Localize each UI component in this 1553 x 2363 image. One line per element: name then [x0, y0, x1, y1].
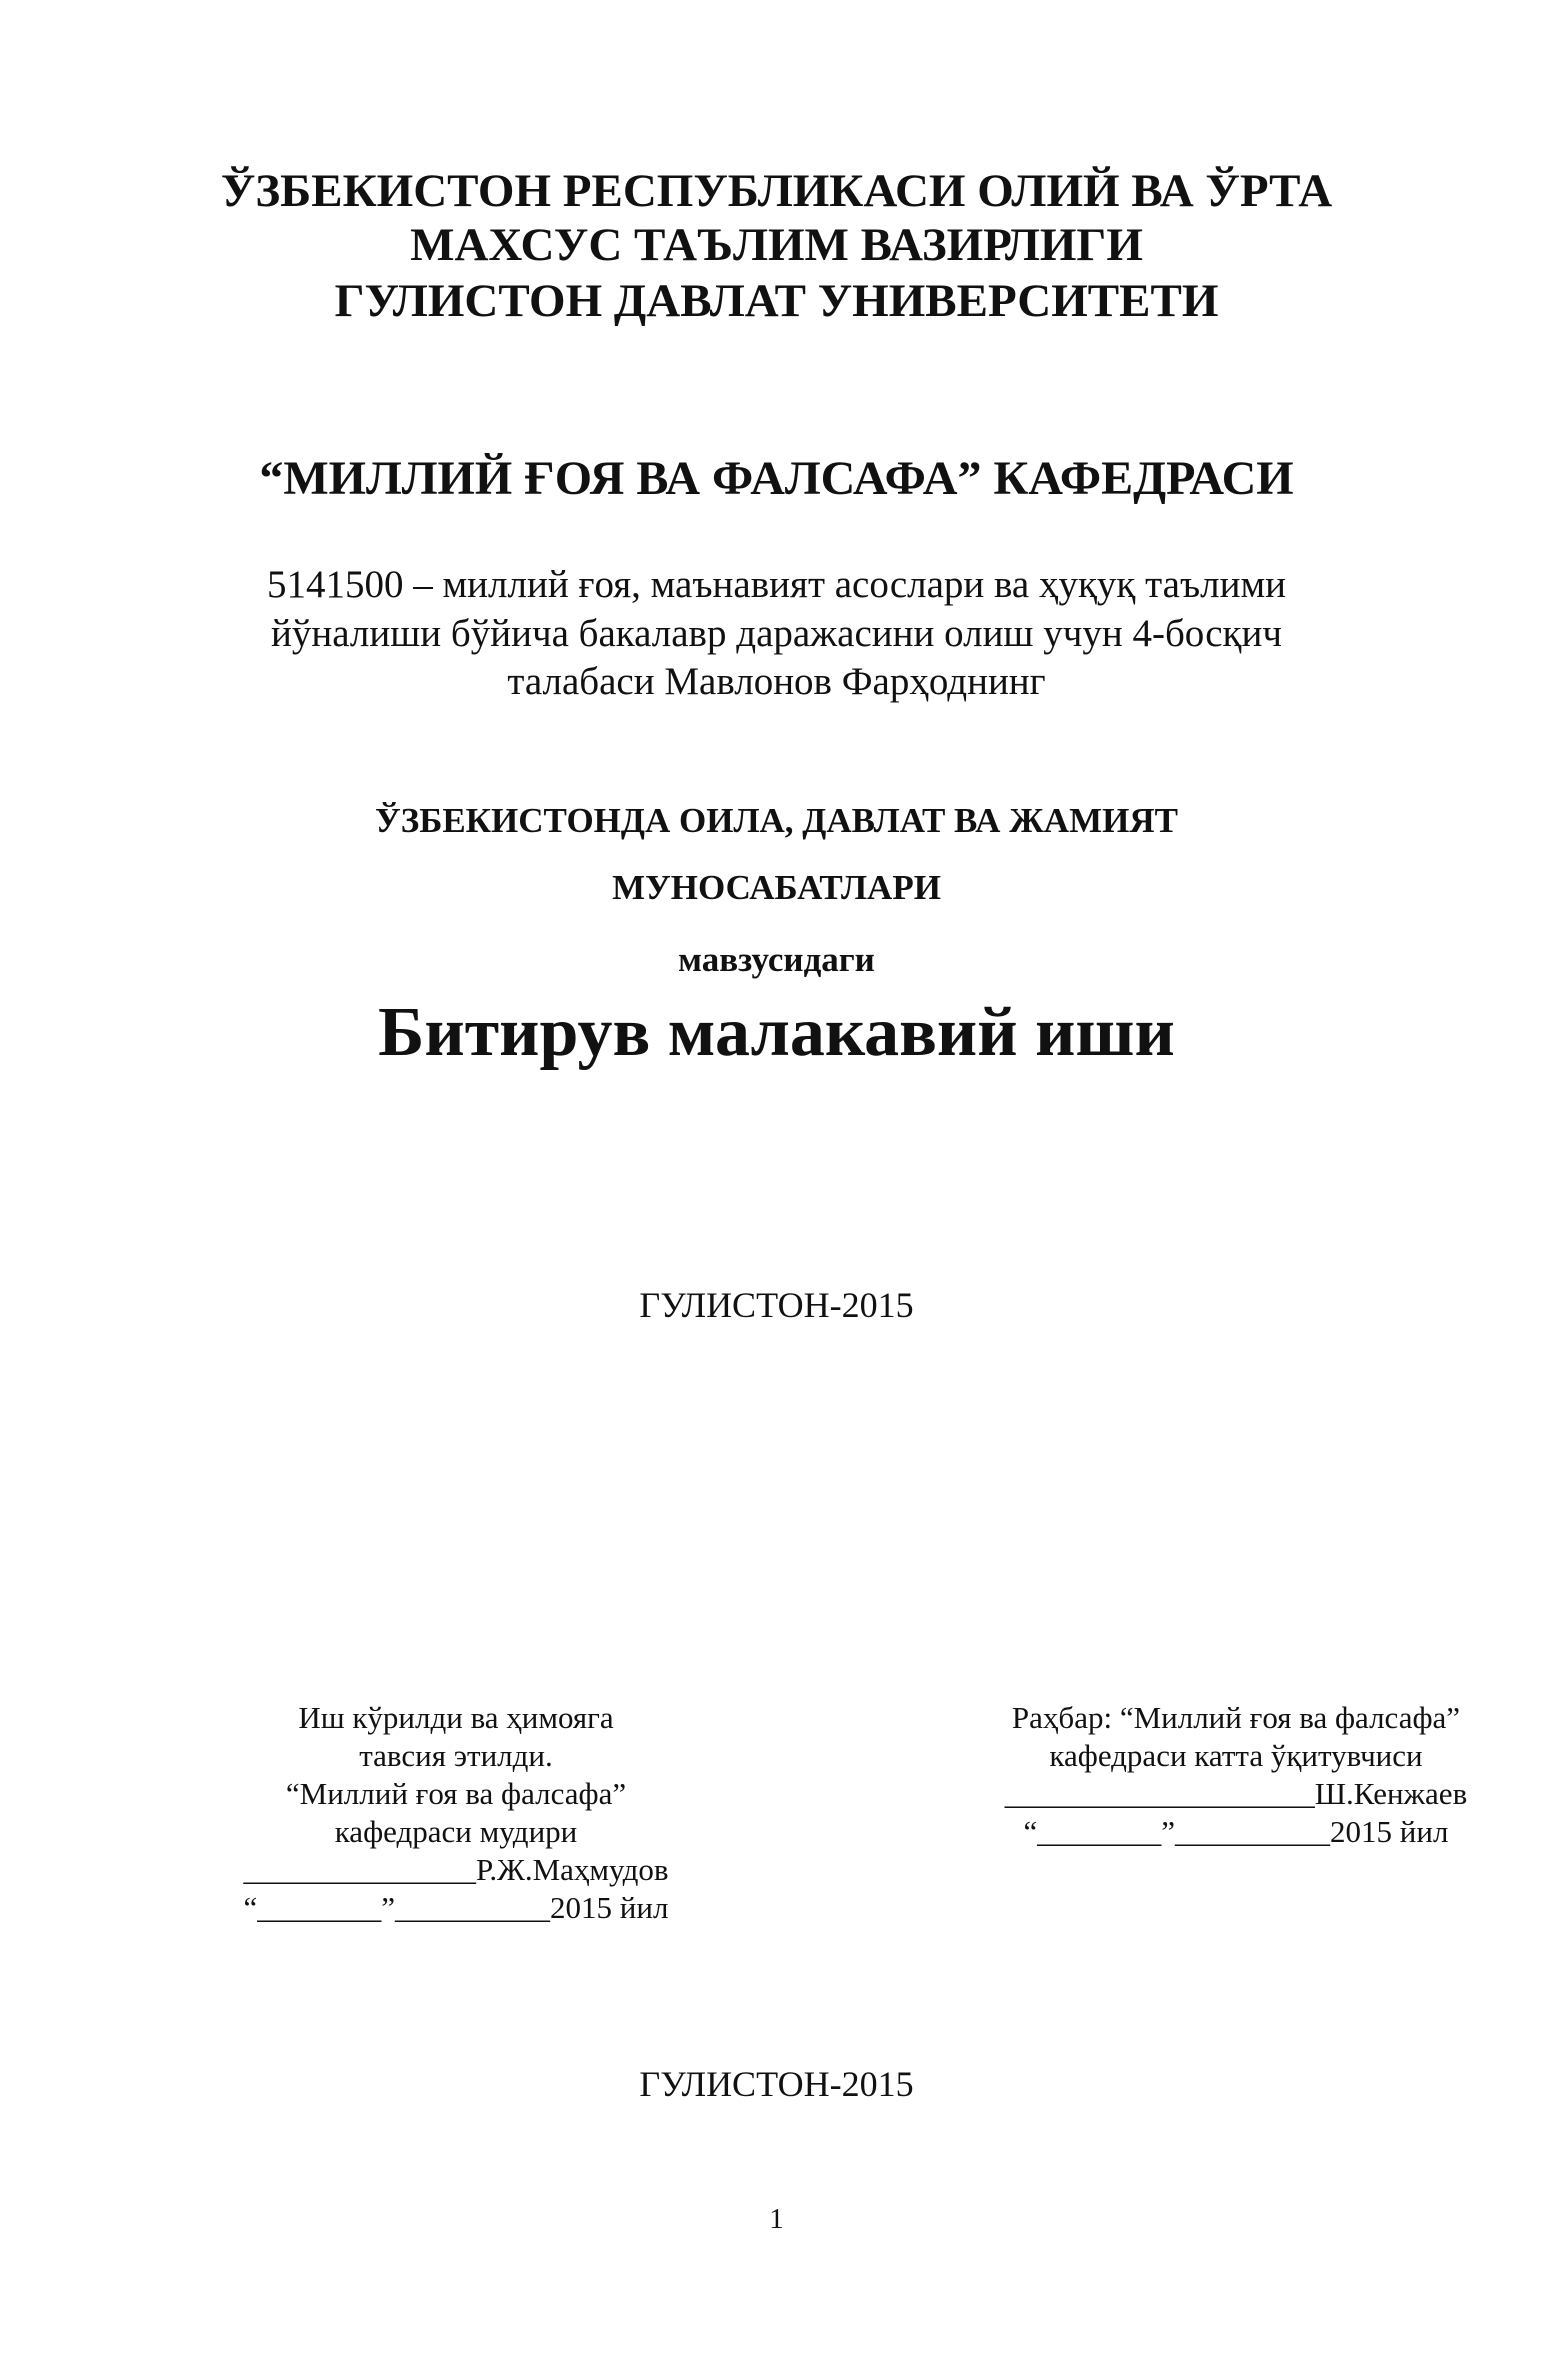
approval-date-line: “________”__________2015 йил	[243, 1890, 669, 1925]
page-number: 1	[769, 2203, 784, 2235]
description-line-3: талабаси Мавлонов Фарҳоднинг	[507, 660, 1046, 703]
approval-line-1: Иш кўрилди ва ҳимояга	[298, 1700, 614, 1735]
head-of-department-signature: _______________Р.Ж.Маҳмудов	[243, 1852, 669, 1887]
ministry-header-line-2: МАХСУС ТАЪЛИМ ВАЗИРЛИГИ	[410, 219, 1143, 271]
supervisor-signature: ____________________Ш.Кенжаев	[1004, 1776, 1468, 1811]
supervisor-line-2: кафедраси катта ўқитувчиси	[1049, 1738, 1423, 1773]
approval-line-4: кафедраси мудири	[334, 1814, 578, 1849]
approval-line-3: “Миллий ғоя ва фалсафа”	[285, 1776, 627, 1811]
topic-line-2: МУНОСАБАТЛАРИ	[612, 868, 941, 907]
department-name: “МИЛЛИЙ ҒОЯ ВА ФАЛСАФА” КАФЕДРАСИ	[259, 452, 1294, 505]
supervisor-date-line: “________”__________2015 йил	[1023, 1814, 1449, 1849]
subject-label: мавзусидаги	[678, 940, 875, 979]
university-name: ГУЛИСТОН ДАВЛАТ УНИВЕРСИТЕТИ	[334, 275, 1219, 327]
supervisor-line-1: Раҳбар: “Миллий ғоя ва фалсафа”	[1011, 1700, 1461, 1735]
work-title: Битирув малакавий иши	[378, 994, 1175, 1071]
city-year-top: ГУЛИСТОН-2015	[639, 1285, 914, 1325]
topic-line-1: ЎЗБЕКИСТОНДА ОИЛА, ДАВЛАТ ВА ЖАМИЯТ	[375, 801, 1178, 840]
description-line-2: йўналиши бўйича бакалавр даражасини олиш учун 4-босқич	[270, 612, 1282, 655]
ministry-header-line-1: ЎЗБЕКИСТОН РЕСПУБЛИКАСИ ОЛИЙ ВА ЎРТА	[220, 165, 1333, 217]
city-year-bottom: ГУЛИСТОН-2015	[639, 2064, 914, 2104]
description-line-1: 5141500 – миллий ғоя, маънавият асослари ва ҳуқуқ таълими	[266, 563, 1287, 606]
approval-line-2: тавсия этилди.	[359, 1738, 553, 1773]
